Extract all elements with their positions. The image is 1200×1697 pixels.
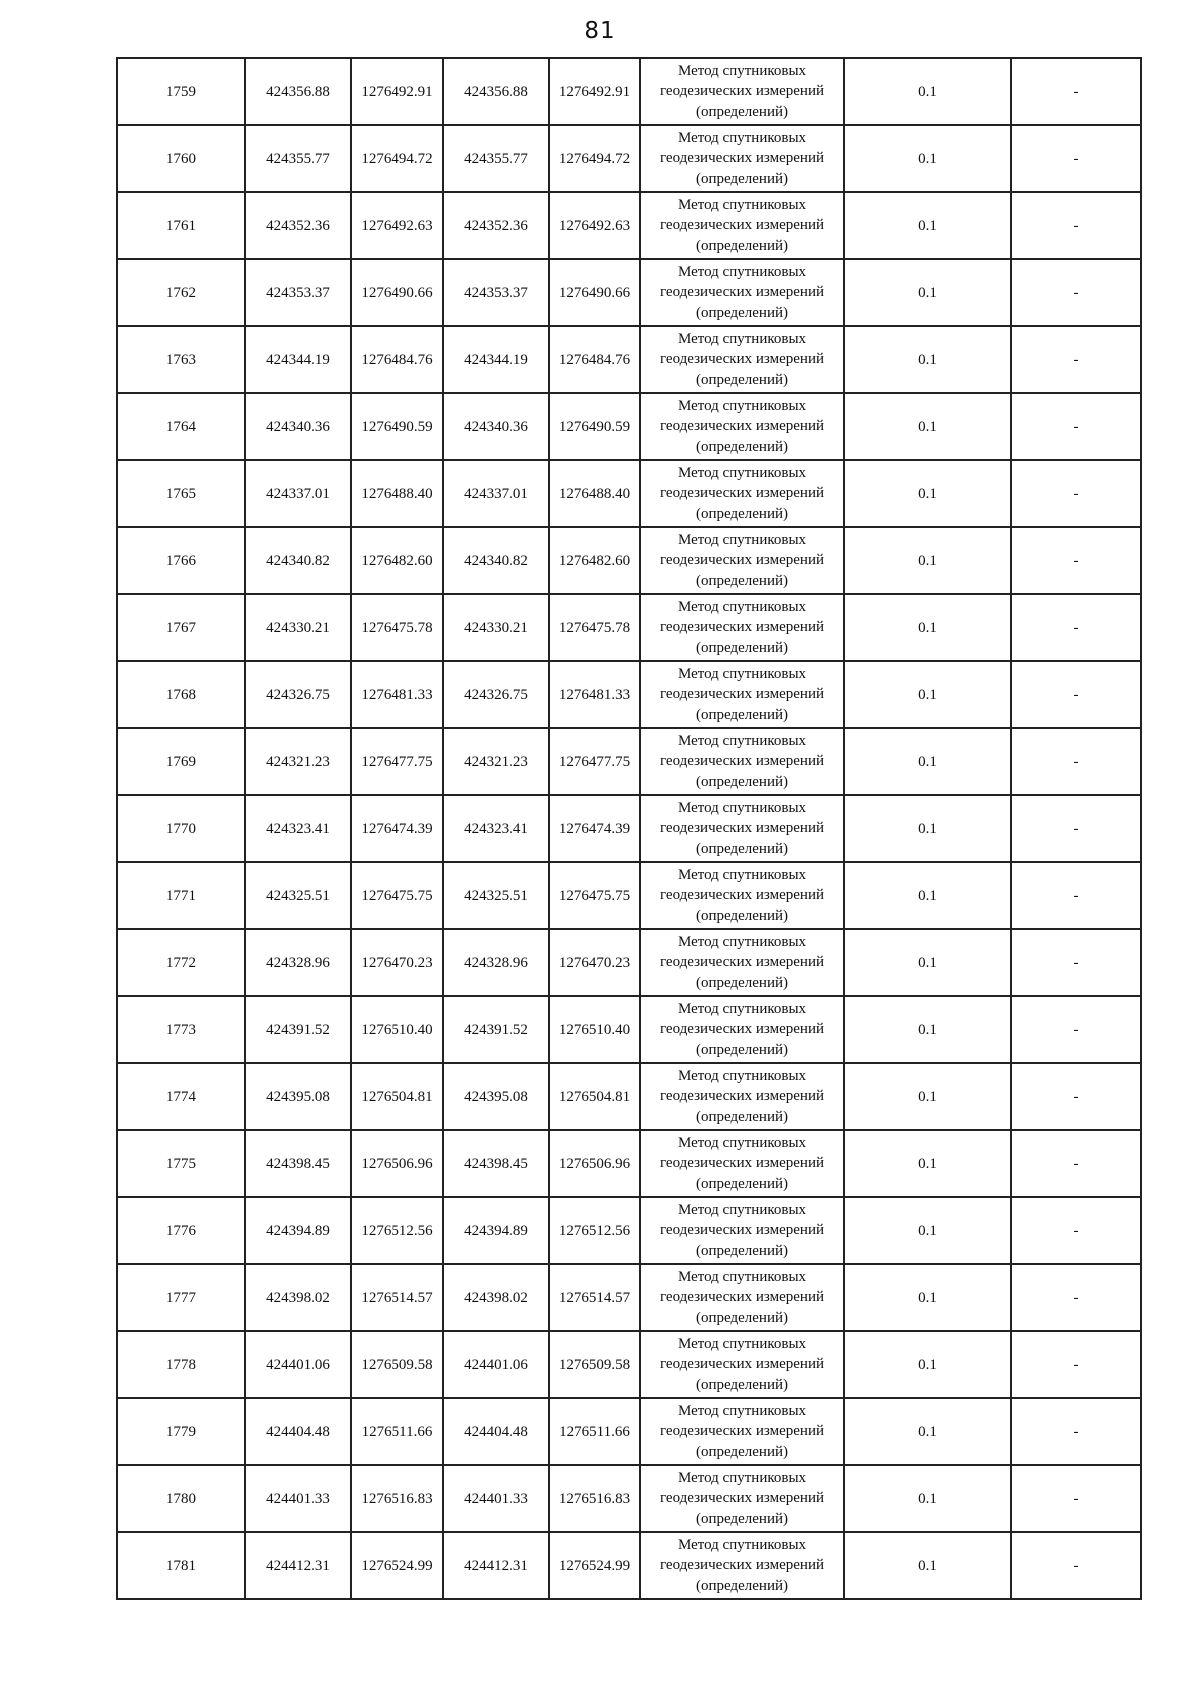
table-row	[117, 1532, 1141, 1599]
method-line: Метод спутниковых	[677, 464, 807, 481]
y-new-cell: 1276484.76	[549, 326, 640, 393]
y-existing-cell: 1276477.75	[351, 728, 443, 795]
accuracy-cell: 0.1	[844, 192, 1011, 259]
table-row	[117, 862, 1141, 929]
table-row	[117, 996, 1141, 1063]
method-line: геодезических измерений	[659, 83, 825, 100]
y-new-cell: 1276475.78	[549, 594, 640, 661]
method-line: (определений)	[696, 1041, 788, 1058]
method-line: Метод спутниковых	[677, 330, 807, 347]
method-line: Метод спутниковых	[677, 933, 807, 950]
method-line: (определений)	[696, 1108, 788, 1125]
method-line: (определений)	[696, 371, 788, 388]
description-cell: -	[1011, 1130, 1141, 1197]
y-existing-cell: 1276470.23	[351, 929, 443, 996]
description-cell: -	[1011, 259, 1141, 326]
method-line: геодезических измерений	[659, 418, 825, 435]
table-row	[117, 1264, 1141, 1331]
description-cell: -	[1011, 728, 1141, 795]
y-existing-cell: 1276488.40	[351, 460, 443, 527]
point-number-cell: 1775	[117, 1130, 245, 1197]
x-new-cell: 424401.06	[443, 1331, 549, 1398]
description-cell: -	[1011, 125, 1141, 192]
method-line: (определений)	[696, 1510, 788, 1527]
accuracy-cell: 0.1	[844, 862, 1011, 929]
y-new-cell: 1276514.57	[549, 1264, 640, 1331]
y-existing-cell: 1276482.60	[351, 527, 443, 594]
method-line: геодезических измерений	[659, 887, 825, 904]
x-new-cell: 424326.75	[443, 661, 549, 728]
y-new-cell: 1276511.66	[549, 1398, 640, 1465]
method-line: Метод спутниковых	[677, 1268, 807, 1285]
point-number-cell: 1781	[117, 1532, 245, 1599]
x-existing-cell: 424404.48	[245, 1398, 351, 1465]
accuracy-cell: 0.1	[844, 795, 1011, 862]
point-number-cell: 1779	[117, 1398, 245, 1465]
y-new-cell: 1276516.83	[549, 1465, 640, 1532]
accuracy-cell: 0.1	[844, 1063, 1011, 1130]
method-cell	[640, 594, 844, 661]
y-new-cell: 1276506.96	[549, 1130, 640, 1197]
method-line: (определений)	[696, 103, 788, 120]
method-cell	[640, 1532, 844, 1599]
point-number-cell: 1776	[117, 1197, 245, 1264]
table-row	[117, 1331, 1141, 1398]
coordinates-table	[116, 57, 1142, 1600]
x-existing-cell: 424323.41	[245, 795, 351, 862]
method-line: геодезических измерений	[659, 1423, 825, 1440]
accuracy-cell: 0.1	[844, 996, 1011, 1063]
x-existing-cell: 424337.01	[245, 460, 351, 527]
x-existing-cell: 424401.06	[245, 1331, 351, 1398]
y-existing-cell: 1276524.99	[351, 1532, 443, 1599]
description-cell: -	[1011, 661, 1141, 728]
point-number-cell: 1770	[117, 795, 245, 862]
description-cell: -	[1011, 1063, 1141, 1130]
x-existing-cell: 424353.37	[245, 259, 351, 326]
point-number-cell: 1762	[117, 259, 245, 326]
method-line: Метод спутниковых	[677, 196, 807, 213]
x-new-cell: 424398.45	[443, 1130, 549, 1197]
point-number-cell: 1774	[117, 1063, 245, 1130]
x-existing-cell: 424412.31	[245, 1532, 351, 1599]
method-line: (определений)	[696, 639, 788, 656]
point-number-cell: 1771	[117, 862, 245, 929]
point-number-cell: 1765	[117, 460, 245, 527]
description-cell: -	[1011, 1264, 1141, 1331]
accuracy-cell: 0.1	[844, 1264, 1011, 1331]
y-existing-cell: 1276490.59	[351, 393, 443, 460]
y-existing-cell: 1276511.66	[351, 1398, 443, 1465]
method-line: геодезических измерений	[659, 1490, 825, 1507]
table-row	[117, 1398, 1141, 1465]
description-cell: -	[1011, 326, 1141, 393]
accuracy-cell: 0.1	[844, 125, 1011, 192]
y-new-cell: 1276524.99	[549, 1532, 640, 1599]
table-row	[117, 460, 1141, 527]
method-line: Метод спутниковых	[677, 1469, 807, 1486]
method-line: геодезических измерений	[659, 1155, 825, 1172]
accuracy-cell: 0.1	[844, 1130, 1011, 1197]
y-new-cell: 1276475.75	[549, 862, 640, 929]
method-line: геодезических измерений	[659, 217, 825, 234]
method-line: Метод спутниковых	[677, 1134, 807, 1151]
method-line: (определений)	[696, 1443, 788, 1460]
x-existing-cell: 424395.08	[245, 1063, 351, 1130]
table-row	[117, 1465, 1141, 1532]
accuracy-cell: 0.1	[844, 393, 1011, 460]
table-row	[117, 125, 1141, 192]
method-cell	[640, 929, 844, 996]
x-new-cell: 424356.88	[443, 58, 549, 125]
point-number-cell: 1778	[117, 1331, 245, 1398]
table-row	[117, 728, 1141, 795]
method-line: Метод спутниковых	[677, 263, 807, 280]
point-number-cell: 1768	[117, 661, 245, 728]
x-new-cell: 424391.52	[443, 996, 549, 1063]
y-new-cell: 1276470.23	[549, 929, 640, 996]
method-cell	[640, 192, 844, 259]
x-new-cell: 424352.36	[443, 192, 549, 259]
method-line: (определений)	[696, 170, 788, 187]
description-cell: -	[1011, 527, 1141, 594]
method-line: геодезических измерений	[659, 552, 825, 569]
method-cell	[640, 1264, 844, 1331]
description-cell: -	[1011, 594, 1141, 661]
method-line: Метод спутниковых	[677, 1000, 807, 1017]
x-new-cell: 424412.31	[443, 1532, 549, 1599]
x-new-cell: 424398.02	[443, 1264, 549, 1331]
description-cell: -	[1011, 1398, 1141, 1465]
x-new-cell: 424328.96	[443, 929, 549, 996]
description-cell: -	[1011, 393, 1141, 460]
method-cell	[640, 1398, 844, 1465]
description-cell: -	[1011, 795, 1141, 862]
point-number-cell: 1760	[117, 125, 245, 192]
point-number-cell: 1772	[117, 929, 245, 996]
method-line: (определений)	[696, 1309, 788, 1326]
method-line: геодезических измерений	[659, 619, 825, 636]
method-line: геодезических измерений	[659, 820, 825, 837]
method-line: (определений)	[696, 840, 788, 857]
accuracy-cell: 0.1	[844, 661, 1011, 728]
y-existing-cell: 1276475.75	[351, 862, 443, 929]
method-cell	[640, 125, 844, 192]
x-existing-cell: 424340.82	[245, 527, 351, 594]
method-cell	[640, 661, 844, 728]
y-existing-cell: 1276474.39	[351, 795, 443, 862]
y-existing-cell: 1276509.58	[351, 1331, 443, 1398]
method-cell	[640, 996, 844, 1063]
y-new-cell: 1276474.39	[549, 795, 640, 862]
method-line: (определений)	[696, 706, 788, 723]
method-line: Метод спутниковых	[677, 866, 807, 883]
accuracy-cell: 0.1	[844, 594, 1011, 661]
method-line: Метод спутниковых	[677, 1536, 807, 1553]
method-line: геодезических измерений	[659, 1356, 825, 1373]
y-new-cell: 1276490.66	[549, 259, 640, 326]
y-new-cell: 1276509.58	[549, 1331, 640, 1398]
y-existing-cell: 1276492.91	[351, 58, 443, 125]
y-existing-cell: 1276492.63	[351, 192, 443, 259]
accuracy-cell: 0.1	[844, 1398, 1011, 1465]
x-new-cell: 424330.21	[443, 594, 549, 661]
y-existing-cell: 1276490.66	[351, 259, 443, 326]
method-cell	[640, 58, 844, 125]
y-existing-cell: 1276510.40	[351, 996, 443, 1063]
table-row	[117, 661, 1141, 728]
method-line: геодезических измерений	[659, 485, 825, 502]
point-number-cell: 1767	[117, 594, 245, 661]
table-row	[117, 1130, 1141, 1197]
method-line: геодезических измерений	[659, 1289, 825, 1306]
method-line: геодезических измерений	[659, 150, 825, 167]
method-line: (определений)	[696, 304, 788, 321]
page-number: 81	[584, 18, 616, 44]
x-new-cell: 424321.23	[443, 728, 549, 795]
accuracy-cell: 0.1	[844, 1532, 1011, 1599]
method-line: геодезических измерений	[659, 284, 825, 301]
x-new-cell: 424404.48	[443, 1398, 549, 1465]
table-row	[117, 192, 1141, 259]
method-cell	[640, 1130, 844, 1197]
table-row	[117, 1197, 1141, 1264]
accuracy-cell: 0.1	[844, 326, 1011, 393]
method-line: геодезических измерений	[659, 1021, 825, 1038]
table-row	[117, 393, 1141, 460]
method-line: Метод спутниковых	[677, 1067, 807, 1084]
method-line: (определений)	[696, 237, 788, 254]
x-existing-cell: 424401.33	[245, 1465, 351, 1532]
y-new-cell: 1276477.75	[549, 728, 640, 795]
y-existing-cell: 1276484.76	[351, 326, 443, 393]
method-line: Метод спутниковых	[677, 62, 807, 79]
x-new-cell: 424395.08	[443, 1063, 549, 1130]
x-new-cell: 424394.89	[443, 1197, 549, 1264]
y-new-cell: 1276490.59	[549, 393, 640, 460]
x-existing-cell: 424398.45	[245, 1130, 351, 1197]
x-existing-cell: 424398.02	[245, 1264, 351, 1331]
y-existing-cell: 1276494.72	[351, 125, 443, 192]
method-cell	[640, 1331, 844, 1398]
y-new-cell: 1276494.72	[549, 125, 640, 192]
accuracy-cell: 0.1	[844, 1197, 1011, 1264]
method-line: Метод спутниковых	[677, 665, 807, 682]
y-existing-cell: 1276481.33	[351, 661, 443, 728]
y-existing-cell: 1276475.78	[351, 594, 443, 661]
point-number-cell: 1780	[117, 1465, 245, 1532]
method-line: геодезических измерений	[659, 954, 825, 971]
method-cell	[640, 326, 844, 393]
description-cell: -	[1011, 862, 1141, 929]
table-row	[117, 929, 1141, 996]
y-new-cell: 1276510.40	[549, 996, 640, 1063]
x-existing-cell: 424344.19	[245, 326, 351, 393]
method-cell	[640, 259, 844, 326]
x-new-cell: 424325.51	[443, 862, 549, 929]
method-cell	[640, 862, 844, 929]
method-line: геодезических измерений	[659, 351, 825, 368]
method-line: Метод спутниковых	[677, 129, 807, 146]
method-line: Метод спутниковых	[677, 397, 807, 414]
table-row	[117, 527, 1141, 594]
x-existing-cell: 424356.88	[245, 58, 351, 125]
point-number-cell: 1763	[117, 326, 245, 393]
y-new-cell: 1276488.40	[549, 460, 640, 527]
method-line: геодезических измерений	[659, 1088, 825, 1105]
point-number-cell: 1766	[117, 527, 245, 594]
x-existing-cell: 424391.52	[245, 996, 351, 1063]
x-new-cell: 424323.41	[443, 795, 549, 862]
description-cell: -	[1011, 1465, 1141, 1532]
accuracy-cell: 0.1	[844, 259, 1011, 326]
method-line: Метод спутниковых	[677, 531, 807, 548]
x-new-cell: 424344.19	[443, 326, 549, 393]
method-line: Метод спутниковых	[677, 799, 807, 816]
method-line: Метод спутниковых	[677, 1335, 807, 1352]
x-new-cell: 424340.36	[443, 393, 549, 460]
method-line: (определений)	[696, 1175, 788, 1192]
point-number-cell: 1759	[117, 58, 245, 125]
method-line: (определений)	[696, 505, 788, 522]
x-existing-cell: 424328.96	[245, 929, 351, 996]
description-cell: -	[1011, 996, 1141, 1063]
table-row	[117, 594, 1141, 661]
point-number-cell: 1761	[117, 192, 245, 259]
method-line: (определений)	[696, 1577, 788, 1594]
description-cell: -	[1011, 460, 1141, 527]
table-row	[117, 795, 1141, 862]
description-cell: -	[1011, 58, 1141, 125]
point-number-cell: 1769	[117, 728, 245, 795]
accuracy-cell: 0.1	[844, 527, 1011, 594]
method-cell	[640, 527, 844, 594]
method-cell	[640, 728, 844, 795]
y-existing-cell: 1276516.83	[351, 1465, 443, 1532]
accuracy-cell: 0.1	[844, 58, 1011, 125]
method-line: Метод спутниковых	[677, 732, 807, 749]
x-existing-cell: 424321.23	[245, 728, 351, 795]
method-line: геодезических измерений	[659, 686, 825, 703]
accuracy-cell: 0.1	[844, 929, 1011, 996]
description-cell: -	[1011, 192, 1141, 259]
y-new-cell: 1276492.91	[549, 58, 640, 125]
method-line: (определений)	[696, 438, 788, 455]
method-cell	[640, 1197, 844, 1264]
description-cell: -	[1011, 1331, 1141, 1398]
method-line: (определений)	[696, 773, 788, 790]
y-new-cell: 1276492.63	[549, 192, 640, 259]
table-row	[117, 58, 1141, 125]
x-existing-cell: 424355.77	[245, 125, 351, 192]
method-cell	[640, 460, 844, 527]
point-number-cell: 1773	[117, 996, 245, 1063]
x-existing-cell: 424326.75	[245, 661, 351, 728]
x-new-cell: 424353.37	[443, 259, 549, 326]
x-existing-cell: 424394.89	[245, 1197, 351, 1264]
y-existing-cell: 1276514.57	[351, 1264, 443, 1331]
description-cell: -	[1011, 1197, 1141, 1264]
x-existing-cell: 424340.36	[245, 393, 351, 460]
method-line: (определений)	[696, 1242, 788, 1259]
method-line: геодезических измерений	[659, 1222, 825, 1239]
x-new-cell: 424355.77	[443, 125, 549, 192]
y-new-cell: 1276481.33	[549, 661, 640, 728]
x-new-cell: 424337.01	[443, 460, 549, 527]
method-cell	[640, 1465, 844, 1532]
method-line: (определений)	[696, 907, 788, 924]
y-new-cell: 1276504.81	[549, 1063, 640, 1130]
method-line: геодезических измерений	[659, 1557, 825, 1574]
description-cell: -	[1011, 929, 1141, 996]
table-row	[117, 259, 1141, 326]
x-new-cell: 424401.33	[443, 1465, 549, 1532]
description-cell: -	[1011, 1532, 1141, 1599]
y-new-cell: 1276512.56	[549, 1197, 640, 1264]
method-cell	[640, 1063, 844, 1130]
accuracy-cell: 0.1	[844, 460, 1011, 527]
method-line: (определений)	[696, 974, 788, 991]
method-line: геодезических измерений	[659, 753, 825, 770]
method-line: (определений)	[696, 1376, 788, 1393]
method-cell	[640, 795, 844, 862]
table-row	[117, 1063, 1141, 1130]
point-number-cell: 1764	[117, 393, 245, 460]
method-line: Метод спутниковых	[677, 1201, 807, 1218]
y-existing-cell: 1276504.81	[351, 1063, 443, 1130]
x-new-cell: 424340.82	[443, 527, 549, 594]
x-existing-cell: 424352.36	[245, 192, 351, 259]
method-line: Метод спутниковых	[677, 598, 807, 615]
accuracy-cell: 0.1	[844, 728, 1011, 795]
method-line: (определений)	[696, 572, 788, 589]
x-existing-cell: 424325.51	[245, 862, 351, 929]
y-existing-cell: 1276506.96	[351, 1130, 443, 1197]
y-existing-cell: 1276512.56	[351, 1197, 443, 1264]
accuracy-cell: 0.1	[844, 1331, 1011, 1398]
y-new-cell: 1276482.60	[549, 527, 640, 594]
method-line: Метод спутниковых	[677, 1402, 807, 1419]
point-number-cell: 1777	[117, 1264, 245, 1331]
coordinates-table-body	[117, 58, 1141, 1599]
table-row	[117, 326, 1141, 393]
method-cell	[640, 393, 844, 460]
x-existing-cell: 424330.21	[245, 594, 351, 661]
accuracy-cell: 0.1	[844, 1465, 1011, 1532]
